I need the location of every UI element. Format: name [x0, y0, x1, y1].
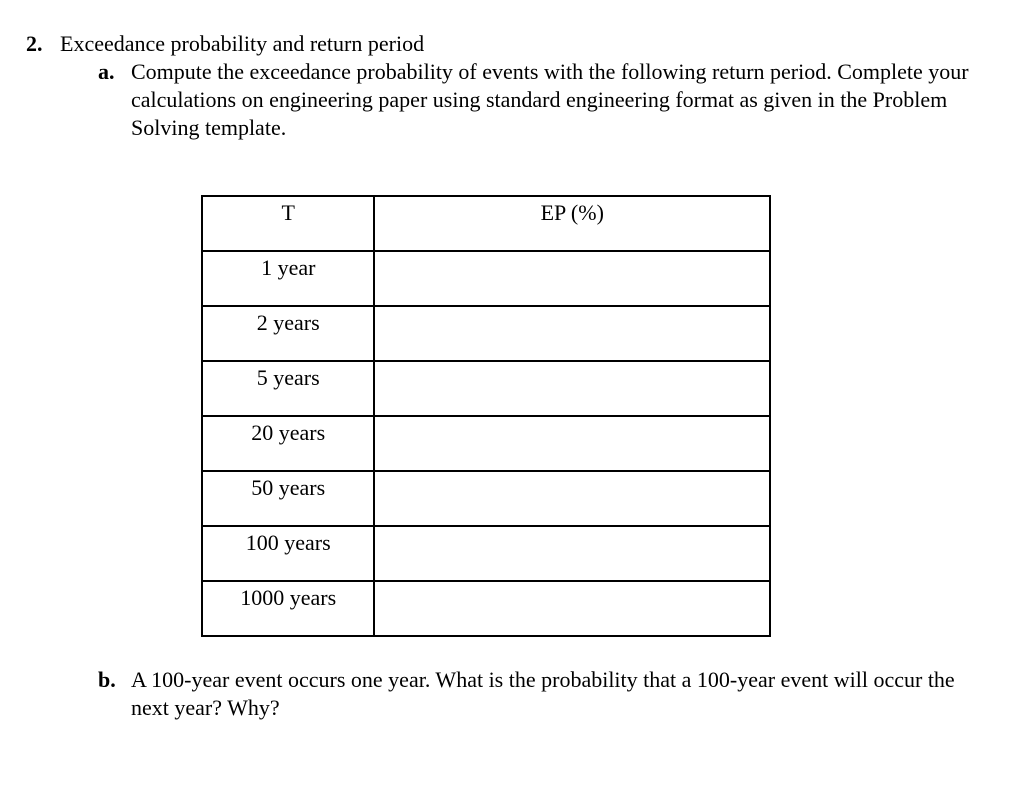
return-period-value: 5 years	[256, 365, 320, 390]
return-period-value: 100 years	[245, 530, 331, 555]
cell-ep-answer[interactable]	[374, 526, 770, 581]
cell-return-period	[202, 361, 374, 416]
question-number: 2.	[26, 31, 43, 56]
part-b-text: A 100-year event occurs one year. What is the probability that a 100-year event will occur the next year? Why?	[131, 667, 955, 720]
table-row	[202, 306, 770, 361]
cell-ep-answer[interactable]	[374, 306, 770, 361]
cell-return-period	[202, 471, 374, 526]
cell-return-period	[202, 306, 374, 361]
table-row	[202, 526, 770, 581]
return-period-value: 1 year	[261, 255, 316, 280]
part-a	[98, 58, 998, 142]
header-t-label: T	[281, 200, 295, 225]
cell-return-period	[202, 526, 374, 581]
question-title	[26, 30, 424, 58]
cell-ep-answer[interactable]	[374, 471, 770, 526]
table-row	[202, 471, 770, 526]
table-row	[202, 361, 770, 416]
header-cell-ep	[374, 196, 770, 251]
table-row	[202, 416, 770, 471]
ep-value	[375, 582, 769, 585]
part-b	[98, 666, 978, 722]
cell-ep-answer[interactable]	[374, 581, 770, 636]
return-period-value: 1000 years	[240, 585, 337, 610]
ep-value	[375, 527, 769, 530]
return-period-value: 20 years	[251, 420, 326, 445]
part-a-letter: a.	[98, 59, 115, 84]
ep-value	[375, 472, 769, 475]
cell-ep-answer[interactable]	[374, 416, 770, 471]
header-cell-t	[202, 196, 374, 251]
cell-return-period	[202, 251, 374, 306]
table-row	[202, 251, 770, 306]
ep-value	[375, 307, 769, 310]
part-a-text: Compute the exceedance probability of events with the following return period. Complete your calculations on engineering paper using standard engineering format as given in the Problem Solving template.	[131, 59, 969, 140]
table-header-row	[202, 196, 770, 251]
ep-value	[375, 252, 769, 255]
ep-value	[375, 362, 769, 365]
header-ep-label: EP (%)	[540, 200, 604, 225]
ep-value	[375, 417, 769, 420]
cell-return-period	[202, 416, 374, 471]
return-period-value: 50 years	[251, 475, 326, 500]
question-title-text: Exceedance probability and return period	[60, 31, 425, 56]
cell-ep-answer[interactable]	[374, 361, 770, 416]
return-period-value: 2 years	[256, 310, 320, 335]
cell-return-period	[202, 581, 374, 636]
table-row	[202, 581, 770, 636]
part-b-letter: b.	[98, 667, 116, 692]
exceedance-probability-table	[201, 195, 771, 637]
cell-ep-answer[interactable]	[374, 251, 770, 306]
